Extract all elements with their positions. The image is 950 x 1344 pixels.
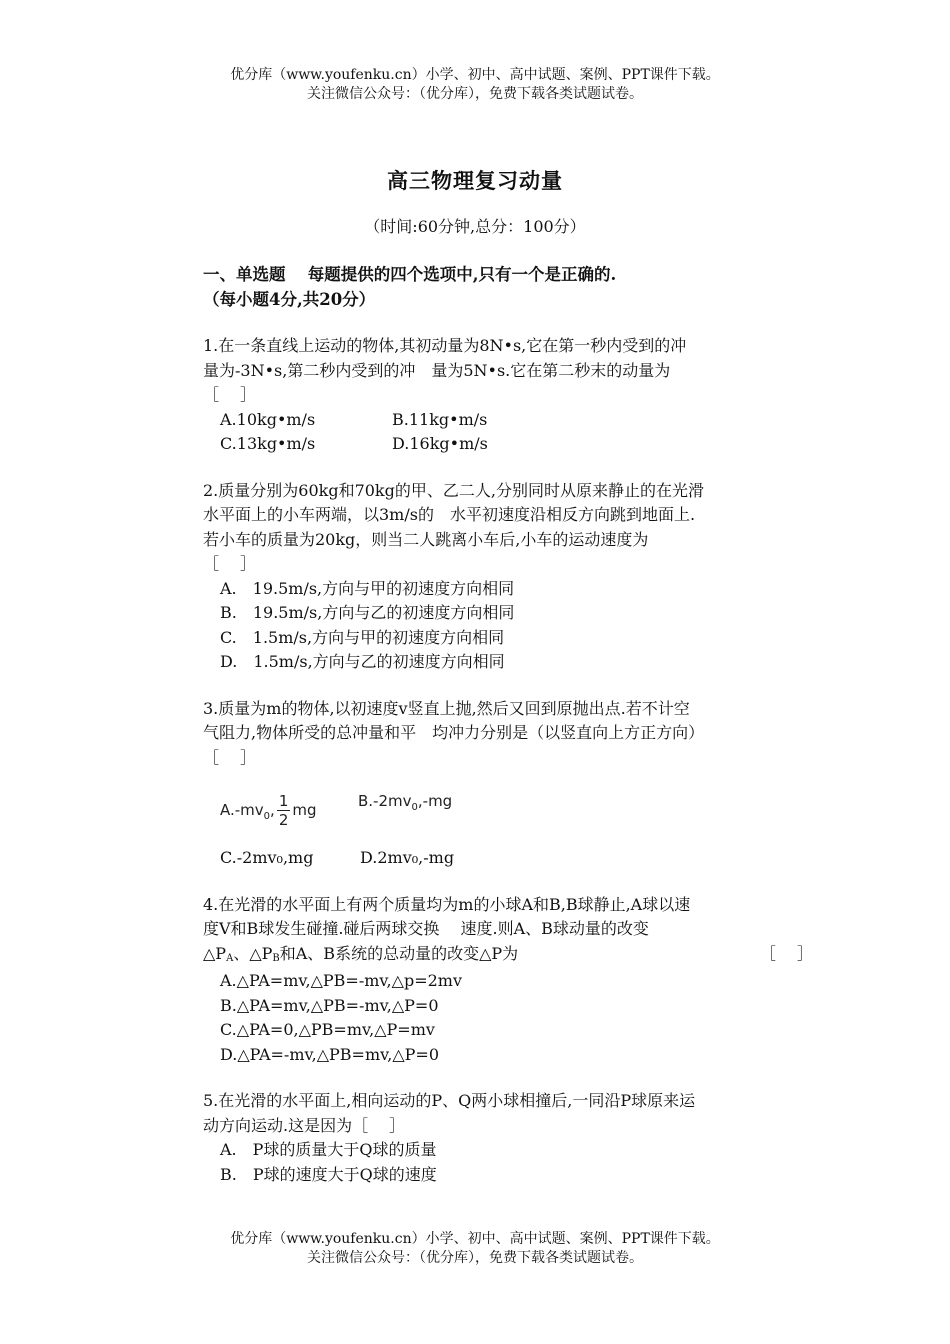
option-a-prefix: A.-mv — [220, 801, 264, 819]
fraction-denominator: 2 — [278, 811, 289, 829]
question-2-answer-bracket: ［ ］ — [203, 554, 257, 573]
question-1-line-2: 量为-3N•s,第二秒内受到的冲 量为5N•s.它在第二秒末的动量为 — [203, 360, 671, 380]
question-1-options-row-1 — [203, 408, 813, 433]
question-5 — [203, 1089, 813, 1187]
question-4-line-3 — [203, 942, 813, 970]
page-footer — [0, 1230, 950, 1268]
option-b-suffix: ,-mg — [417, 792, 453, 810]
question-2-option-a: A. 19.5m/s,方向与甲的初速度方向相同 — [220, 578, 515, 598]
question-5-option-b: B. P球的速度大于Q球的速度 — [220, 1164, 437, 1184]
question-5-line-2: 动方向运动.这是因为［ ］ — [203, 1115, 406, 1135]
question-4-option-a: A.△PA=mv,△PB=-mv,△p=2mv — [220, 971, 462, 990]
option-a-suffix: mg — [292, 801, 317, 819]
question-3-option-b — [358, 792, 453, 813]
section-heading — [203, 262, 813, 312]
question-4-line-3-text: 和A、B系统的总动量的改变△P为 — [279, 943, 519, 963]
footer-line-1: 优分库（www.youfenku.cn）小学、初中、高中试题、案例、PPT课件下载。 — [230, 1231, 720, 1247]
footer-line-2: 关注微信公众号：（优分库），免费下载各类试题试卷。 — [307, 1250, 643, 1266]
question-1-options-row-2 — [203, 432, 813, 457]
question-2 — [203, 479, 813, 675]
question-1-option-b: B.11kg•m/s — [392, 409, 488, 429]
question-4-line-2: 度V和B球发生碰撞.碰后两球交换 速度.则A、B球动量的改变 — [203, 919, 649, 938]
question-5-option-a: A. P球的质量大于Q球的质量 — [220, 1140, 437, 1159]
question-4-line-1: 4.在光滑的水平面上有两个质量均为m的小球A和B,B球静止,A球以速 — [203, 894, 691, 914]
question-4-option-b: B.△PA=mv,△PB=-mv,△P=0 — [220, 995, 439, 1015]
question-3-line-1: 3.质量为m的物体,以初速度v竖直上抛,然后又回到原抛出点.若不计空 — [203, 698, 690, 718]
question-2-option-c: C. 1.5m/s,方向与甲的初速度方向相同 — [220, 627, 505, 647]
question-1-option-a: A.10kg•m/s — [220, 409, 316, 429]
question-1-answer-bracket: ［ ］ — [203, 385, 257, 404]
question-3-option-a — [220, 792, 317, 829]
question-1-line-1: 1.在一条直线上运动的物体,其初动量为8N•s,它在第一秒内受到的冲 — [203, 336, 687, 355]
question-2-line-3: 若小车的质量为20kg，则当二人跳离小车后,小车的运动速度为 — [203, 529, 649, 549]
subscript-a: A — [226, 952, 234, 964]
question-2-option-d: D. 1.5m/s,方向与乙的初速度方向相同 — [220, 652, 505, 671]
delta-p-b-label: 、△P — [233, 943, 273, 963]
question-1-option-d: D.16kg•m/s — [392, 434, 488, 453]
subscript-b: B — [272, 952, 280, 964]
question-2-option-b: B. 19.5m/s,方向与乙的初速度方向相同 — [220, 603, 515, 622]
delta-p-a-label: △P — [203, 943, 227, 963]
question-3 — [203, 697, 813, 871]
question-5-line-1: 5.在光滑的水平面上,相向运动的P、Q两小球相撞后,一同沿P球原来运 — [203, 1091, 696, 1110]
question-3-options-row-2 — [203, 846, 813, 871]
question-3-option-d: D.2mv₀,-mg — [360, 848, 455, 867]
page-header — [0, 66, 950, 104]
fraction-numerator: 1 — [278, 792, 289, 810]
header-line-1: 优分库（www.youfenku.cn）小学、初中、高中试题、案例、PPT课件下载。 — [230, 67, 720, 83]
question-3-line-2: 气阻力,物体所受的总冲量和平 均冲力分别是（以竖直向上方正方向） — [203, 723, 705, 742]
question-4-option-d: D.△PA=-mv,△PB=mv,△P=0 — [220, 1044, 439, 1064]
document-title: 高三物理复习动量 — [387, 168, 563, 193]
question-1-option-c: C.13kg•m/s — [220, 434, 316, 453]
section-heading-line-2: （每小题4分,共20分） — [203, 290, 376, 309]
question-3-option-c: C.-2mv₀,mg — [220, 848, 314, 867]
question-3-answer-bracket: ［ ］ — [203, 747, 257, 767]
question-4-option-c: C.△PA=0,△PB=mv,△P=mv — [220, 1020, 435, 1039]
question-2-line-2: 水平面上的小车两端，以3m/s的 水平初速度沿相反方向跳到地面上. — [203, 505, 696, 524]
option-b-prefix: B.-2mv — [358, 792, 412, 810]
question-4 — [203, 893, 813, 1068]
question-4-answer-bracket: ［ ］ — [759, 943, 813, 963]
question-1 — [203, 334, 813, 457]
option-b-subscript: 0 — [411, 802, 418, 813]
section-heading-line-1: 一、单选题 每题提供的四个选项中,只有一个是正确的. — [203, 265, 617, 284]
option-a-subscript: 0 — [263, 811, 271, 822]
question-2-line-1: 2.质量分别为60kg和70kg的甲、乙二人,分别同时从原来静止的在光滑 — [203, 480, 704, 500]
fraction-one-half — [277, 792, 291, 829]
option-a-comma: , — [270, 801, 275, 819]
question-3-formula-options — [203, 774, 813, 836]
document-body — [203, 262, 813, 1187]
document-subtitle: （时间:60分钟,总分：100分） — [364, 217, 586, 236]
header-line-2: 关注微信公众号：（优分库），免费下载各类试题试卷。 — [307, 86, 643, 102]
